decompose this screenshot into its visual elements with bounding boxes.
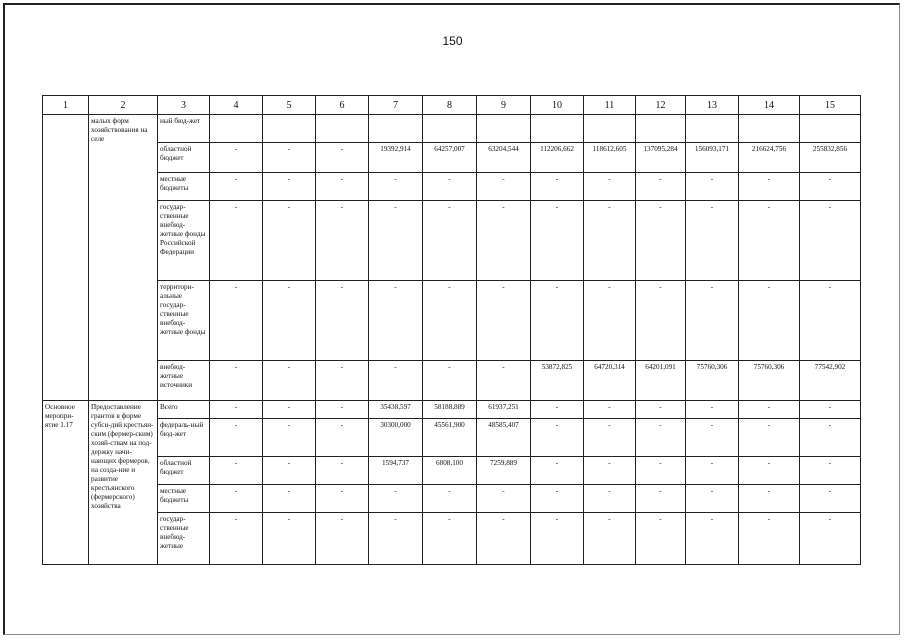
block1-value-cell: - xyxy=(316,143,369,173)
block1-value-cell: 19392,914 xyxy=(369,143,423,173)
block1-value-cell: - xyxy=(210,361,263,401)
block1-value-cell: - xyxy=(531,281,584,361)
block2-value-cell: - xyxy=(210,457,263,485)
block1-value-cell xyxy=(584,115,636,143)
block1-value-cell xyxy=(210,115,263,143)
block1-value-cell: - xyxy=(423,173,477,201)
block1-value-cell: - xyxy=(210,281,263,361)
block2-source-cell: государ-ственные внебюд-жетные xyxy=(158,513,210,565)
block1-value-cell: 64720,314 xyxy=(584,361,636,401)
block1-value-cell: 156093,171 xyxy=(686,143,739,173)
block1-value-cell: 63204,544 xyxy=(477,143,531,173)
header-cell-2: 2 xyxy=(89,96,158,115)
block2-value-cell: 58188,889 xyxy=(423,401,477,419)
block1-measure-cell xyxy=(43,115,89,401)
block2-value-cell: - xyxy=(316,485,369,513)
block2-row xyxy=(43,419,861,457)
block1-source-cell: внебюд-жетные источники xyxy=(158,361,210,401)
block1-value-cell: - xyxy=(210,201,263,281)
block1-value-cell: - xyxy=(316,361,369,401)
block2-row xyxy=(43,401,861,419)
block2-value-cell: - xyxy=(210,419,263,457)
block2-value-cell: 7259,889 xyxy=(477,457,531,485)
header-cell-12: 12 xyxy=(636,96,686,115)
table-body xyxy=(43,96,861,565)
block2-value-cell: 6808,100 xyxy=(423,457,477,485)
block1-value-cell: - xyxy=(739,281,800,361)
block2-value-cell: - xyxy=(636,485,686,513)
block2-value-cell: - xyxy=(263,401,316,419)
block1-source-cell: областной бюджет xyxy=(158,143,210,173)
block1-value-cell: - xyxy=(584,201,636,281)
block1-value-cell xyxy=(477,115,531,143)
header-cell-1: 1 xyxy=(43,96,89,115)
block2-measure-cell: Основное меропри-ятие 1.17 xyxy=(43,401,89,565)
block2-value-cell: 45561,900 xyxy=(423,419,477,457)
block2-value-cell: - xyxy=(739,485,800,513)
budget-table xyxy=(42,95,861,565)
block2-value-cell: - xyxy=(316,401,369,419)
block1-value-cell: - xyxy=(263,173,316,201)
block2-source-cell: областной бюджет xyxy=(158,457,210,485)
block2-value-cell: - xyxy=(316,513,369,565)
block2-value-cell: - xyxy=(686,401,739,419)
block1-value-cell: - xyxy=(477,173,531,201)
header-cell-3: 3 xyxy=(158,96,210,115)
block1-value-cell: - xyxy=(636,201,686,281)
block2-value-cell: - xyxy=(636,513,686,565)
block1-value-cell: - xyxy=(531,173,584,201)
block2-value-cell: 1594,737 xyxy=(369,457,423,485)
block2-value-cell: - xyxy=(210,513,263,565)
block2-value-cell: - xyxy=(636,419,686,457)
header-cell-10: 10 xyxy=(531,96,584,115)
block2-value-cell: - xyxy=(369,513,423,565)
block1-row xyxy=(43,361,861,401)
block1-value-cell: 216624,756 xyxy=(739,143,800,173)
block1-value-cell: 112206,662 xyxy=(531,143,584,173)
block1-value-cell xyxy=(316,115,369,143)
block1-value-cell: - xyxy=(686,201,739,281)
block2-value-cell: - xyxy=(531,485,584,513)
block2-value-cell: - xyxy=(584,485,636,513)
header-cell-5: 5 xyxy=(263,96,316,115)
block2-value-cell: - xyxy=(636,401,686,419)
block2-value-cell: - xyxy=(423,513,477,565)
block1-value-cell: - xyxy=(263,201,316,281)
block1-value-cell: 75760,306 xyxy=(739,361,800,401)
block2-value-cell: - xyxy=(531,401,584,419)
block2-value-cell: - xyxy=(739,457,800,485)
block1-value-cell: 75760,306 xyxy=(686,361,739,401)
block1-value-cell: - xyxy=(584,281,636,361)
block2-value-cell: 61937,251 xyxy=(477,401,531,419)
block2-value-cell: - xyxy=(210,401,263,419)
block2-value-cell: - xyxy=(686,457,739,485)
block1-value-cell: - xyxy=(739,201,800,281)
block1-value-cell: - xyxy=(477,201,531,281)
block1-value-cell: - xyxy=(263,361,316,401)
block2-value-cell: - xyxy=(531,513,584,565)
block2-value-cell: - xyxy=(531,457,584,485)
header-cell-9: 9 xyxy=(477,96,531,115)
block2-value-cell: - xyxy=(800,457,861,485)
block1-value-cell: - xyxy=(800,173,861,201)
block2-value-cell: - xyxy=(584,401,636,419)
block1-source-cell: государ-ственные внебюд-жетные фонды Российской Федерации xyxy=(158,201,210,281)
block2-row xyxy=(43,513,861,565)
block2-value-cell: - xyxy=(686,513,739,565)
header-row xyxy=(43,96,861,115)
block1-value-cell: 64201,091 xyxy=(636,361,686,401)
block1-value-cell xyxy=(531,115,584,143)
block1-value-cell: - xyxy=(636,173,686,201)
block2-value-cell: - xyxy=(316,419,369,457)
block2-value-cell: - xyxy=(800,485,861,513)
block2-value-cell: - xyxy=(686,485,739,513)
block2-value-cell: - xyxy=(263,457,316,485)
block1-value-cell: 64257,007 xyxy=(423,143,477,173)
block1-row xyxy=(43,143,861,173)
block1-value-cell: 53872,825 xyxy=(531,361,584,401)
block2-value-cell: - xyxy=(584,419,636,457)
page-number: 150 xyxy=(442,34,463,48)
block2-row xyxy=(43,485,861,513)
block1-source-cell: ный бюд-жет xyxy=(158,115,210,143)
block1-value-cell: 77542,902 xyxy=(800,361,861,401)
block1-value-cell: - xyxy=(423,281,477,361)
block2-value-cell: - xyxy=(263,513,316,565)
block1-row xyxy=(43,201,861,281)
header-cell-11: 11 xyxy=(584,96,636,115)
block1-value-cell: - xyxy=(263,143,316,173)
block1-value-cell: - xyxy=(316,201,369,281)
block1-value-cell: - xyxy=(686,281,739,361)
block2-source-cell: федераль-ный бюд-жет xyxy=(158,419,210,457)
header-cell-13: 13 xyxy=(686,96,739,115)
block2-value-cell: - xyxy=(800,401,861,419)
block2-value-cell: - xyxy=(739,401,800,419)
block2-value-cell: - xyxy=(369,485,423,513)
block2-value-cell: - xyxy=(739,513,800,565)
block1-value-cell xyxy=(739,115,800,143)
block2-value-cell: - xyxy=(584,513,636,565)
block2-value-cell: - xyxy=(263,419,316,457)
block2-value-cell: - xyxy=(210,485,263,513)
block1-value-cell: - xyxy=(263,281,316,361)
header-cell-8: 8 xyxy=(423,96,477,115)
block1-value-cell: - xyxy=(636,281,686,361)
block2-value-cell: 48585,407 xyxy=(477,419,531,457)
block2-description-cell: Предоставление грантов в форме субси-дий крестьян-ским (фермер-ским) хозяй-ствам на под-держку начи-нающих фермеров, на созда-ние и развитие крестьянского (фермерского) хозяйства xyxy=(89,401,158,565)
block1-value-cell: - xyxy=(584,173,636,201)
block2-value-cell: 35438,597 xyxy=(369,401,423,419)
block2-value-cell: - xyxy=(636,457,686,485)
header-cell-7: 7 xyxy=(369,96,423,115)
header-cell-4: 4 xyxy=(210,96,263,115)
block2-value-cell: - xyxy=(263,485,316,513)
block2-source-cell: Всего xyxy=(158,401,210,419)
block2-value-cell: - xyxy=(686,419,739,457)
block1-value-cell: 118612,605 xyxy=(584,143,636,173)
block1-value-cell: - xyxy=(369,361,423,401)
block1-value-cell: - xyxy=(316,173,369,201)
block1-source-cell: местные бюджеты xyxy=(158,173,210,201)
block1-value-cell xyxy=(263,115,316,143)
block2-value-cell: - xyxy=(584,457,636,485)
block1-value-cell xyxy=(636,115,686,143)
block2-value-cell: - xyxy=(800,513,861,565)
block1-value-cell: - xyxy=(210,173,263,201)
block2-value-cell: - xyxy=(423,485,477,513)
block2-value-cell: - xyxy=(316,457,369,485)
block2-value-cell: - xyxy=(477,485,531,513)
header-cell-15: 15 xyxy=(800,96,861,115)
block1-value-cell: - xyxy=(531,201,584,281)
block1-value-cell: - xyxy=(800,281,861,361)
block1-value-cell: - xyxy=(739,173,800,201)
block1-value-cell: - xyxy=(369,201,423,281)
block1-row xyxy=(43,115,861,143)
block2-row xyxy=(43,457,861,485)
block1-value-cell: - xyxy=(423,361,477,401)
block1-value-cell xyxy=(369,115,423,143)
block1-value-cell: - xyxy=(686,173,739,201)
block2-value-cell: - xyxy=(477,513,531,565)
block1-value-cell: - xyxy=(369,281,423,361)
block1-value-cell: - xyxy=(210,143,263,173)
block1-value-cell xyxy=(423,115,477,143)
block2-value-cell: - xyxy=(739,419,800,457)
block1-value-cell: 255832,856 xyxy=(800,143,861,173)
block1-value-cell: - xyxy=(369,173,423,201)
block2-value-cell: - xyxy=(531,419,584,457)
block1-value-cell xyxy=(686,115,739,143)
block1-source-cell: территори-альные государ-ственные внебюд-жетные фонды xyxy=(158,281,210,361)
block1-value-cell: - xyxy=(423,201,477,281)
block1-row xyxy=(43,173,861,201)
block1-value-cell xyxy=(800,115,861,143)
block2-value-cell: 30300,000 xyxy=(369,419,423,457)
block1-value-cell: 137095,284 xyxy=(636,143,686,173)
block2-source-cell: местные бюджеты xyxy=(158,485,210,513)
block2-value-cell: - xyxy=(800,419,861,457)
header-cell-6: 6 xyxy=(316,96,369,115)
block1-value-cell: - xyxy=(316,281,369,361)
block1-value-cell: - xyxy=(477,281,531,361)
block1-row xyxy=(43,281,861,361)
block1-description-cell: малых форм хозяйствования на селе xyxy=(89,115,158,401)
block1-value-cell: - xyxy=(477,361,531,401)
block1-value-cell: - xyxy=(800,201,861,281)
header-cell-14: 14 xyxy=(739,96,800,115)
